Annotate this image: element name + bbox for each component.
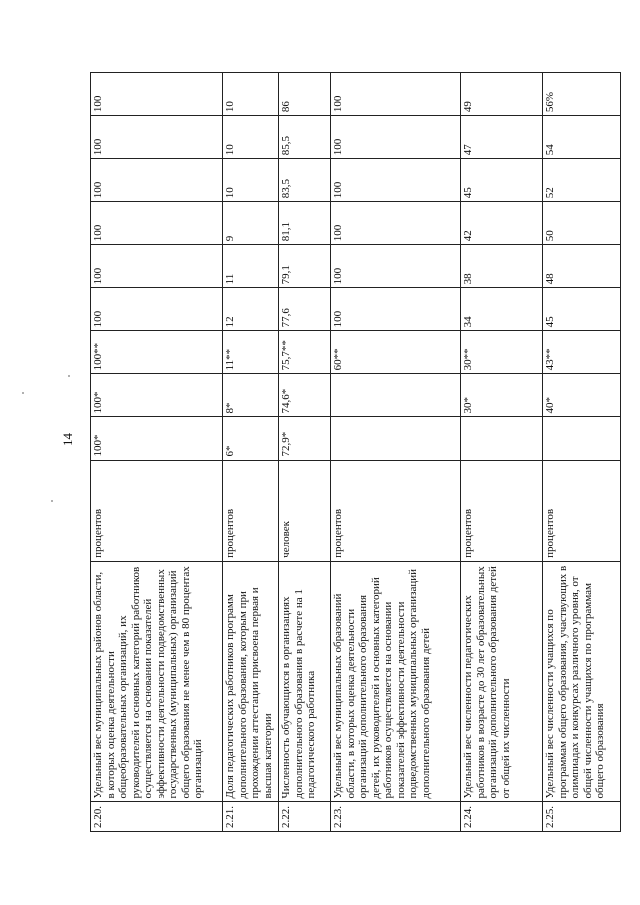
unit-of-measure: процентов <box>543 460 621 561</box>
scan-speck <box>68 375 70 377</box>
row-number: 2.21. <box>223 802 279 832</box>
table-row <box>279 73 331 832</box>
indicator-value: 30** <box>461 331 543 374</box>
indicator-value: 100 <box>91 159 223 202</box>
indicator-table <box>90 72 621 832</box>
indicator-value: 75,7** <box>279 331 331 374</box>
indicator-value: 9 <box>223 202 279 245</box>
indicator-value: 10 <box>223 116 279 159</box>
indicator-value: 54 <box>543 116 621 159</box>
indicator-value: 10 <box>223 159 279 202</box>
indicator-value <box>331 374 461 417</box>
unit-of-measure: процентов <box>331 460 461 561</box>
table-row <box>91 73 223 832</box>
unit-of-measure: человек <box>279 460 331 561</box>
row-number: 2.25. <box>543 802 621 832</box>
indicator-value: 100 <box>331 116 461 159</box>
indicator-value: 85,5 <box>279 116 331 159</box>
unit-of-measure: процентов <box>91 460 223 561</box>
indicator-value: 100 <box>91 73 223 116</box>
indicator-value: 100 <box>331 202 461 245</box>
indicator-value: 100 <box>331 73 461 116</box>
table-row <box>461 73 543 832</box>
indicator-name: Удельный вес численности учащихся по программам общего образования, участвующих в олимпиадах и конкурсах различного уровня, от общей численности учащихся по программам общего образования <box>543 561 621 802</box>
indicator-value: 77,6 <box>279 288 331 331</box>
indicator-value: 100* <box>91 417 223 460</box>
table-row <box>331 73 461 832</box>
indicator-value: 100 <box>91 202 223 245</box>
table-row <box>543 73 621 832</box>
indicator-value: 52 <box>543 159 621 202</box>
indicator-value: 79,1 <box>279 245 331 288</box>
indicator-value: 45 <box>461 159 543 202</box>
indicator-value: 100 <box>331 288 461 331</box>
indicator-value: 72,9* <box>279 417 331 460</box>
indicator-value: 11** <box>223 331 279 374</box>
indicator-value: 43** <box>543 331 621 374</box>
indicator-value: 45 <box>543 288 621 331</box>
indicator-value: 83,5 <box>279 159 331 202</box>
indicator-value: 56% <box>543 73 621 116</box>
indicator-name: Удельный вес численности педагогических работников в возрасте до 30 лет образовательных организаций дополнительного образования детей от общей их численности <box>461 561 543 802</box>
indicator-name: Численность обучающихся в организациях дополнительного образования в расчете на 1 педагогического работника <box>279 561 331 802</box>
indicator-value: 38 <box>461 245 543 288</box>
indicator-value <box>331 417 461 460</box>
indicator-value: 49 <box>461 73 543 116</box>
indicator-name: Удельный вес муниципальных районов области, в которых оценка деятельности общеобразовательных организаций, их руководителей и основных категорий работников осуществляется на основании показателей эффективности деятельности подведомственных государственных (муниципальных) организаций общего образования не менее чем в 80 процентах организаций <box>91 561 223 802</box>
indicator-value: 8* <box>223 374 279 417</box>
indicator-value: 10 <box>223 73 279 116</box>
indicator-value: 50 <box>543 202 621 245</box>
indicator-value: 6* <box>223 417 279 460</box>
indicator-value: 60** <box>331 331 461 374</box>
page-number: 14 <box>60 433 75 446</box>
indicator-value: 12 <box>223 288 279 331</box>
indicator-value: 100 <box>91 116 223 159</box>
indicator-value: 30* <box>461 374 543 417</box>
unit-of-measure: процентов <box>461 460 543 561</box>
indicator-value: 81,1 <box>279 202 331 245</box>
indicator-value: 34 <box>461 288 543 331</box>
indicator-value: 42 <box>461 202 543 245</box>
indicator-value: 100** <box>91 331 223 374</box>
indicator-value: 100 <box>91 245 223 288</box>
row-number: 2.24. <box>461 802 543 832</box>
indicator-value: 86 <box>279 73 331 116</box>
table-body <box>91 73 621 832</box>
indicator-name: Доля педагогических работников программ дополнительного образования, которым при прохождении аттестации присвоена первая и высшая категории <box>223 561 279 802</box>
scan-speck <box>51 500 53 502</box>
unit-of-measure: процентов <box>223 460 279 561</box>
indicator-value: 100 <box>331 159 461 202</box>
indicator-value: 48 <box>543 245 621 288</box>
indicator-value <box>543 417 621 460</box>
row-number: 2.20. <box>91 802 223 832</box>
table-row <box>223 73 279 832</box>
row-number: 2.22. <box>279 802 331 832</box>
indicator-value: 100 <box>91 288 223 331</box>
indicator-value: 11 <box>223 245 279 288</box>
indicator-value: 74,6* <box>279 374 331 417</box>
indicator-value <box>461 417 543 460</box>
indicator-value: 100 <box>331 245 461 288</box>
row-number: 2.23. <box>331 802 461 832</box>
indicator-table-rotated <box>90 72 620 832</box>
indicator-name: Удельный вес муниципальных образований области, в которых оценка деятельности организаций дополнительного образования детей, их руководителей и основных категорий работников осуществляется на основании показателей эффективности деятельности подведомственных муниципальных организаций дополнительного образования детей <box>331 561 461 802</box>
indicator-value: 47 <box>461 116 543 159</box>
indicator-value: 40* <box>543 374 621 417</box>
scan-speck <box>22 392 24 394</box>
indicator-value: 100* <box>91 374 223 417</box>
